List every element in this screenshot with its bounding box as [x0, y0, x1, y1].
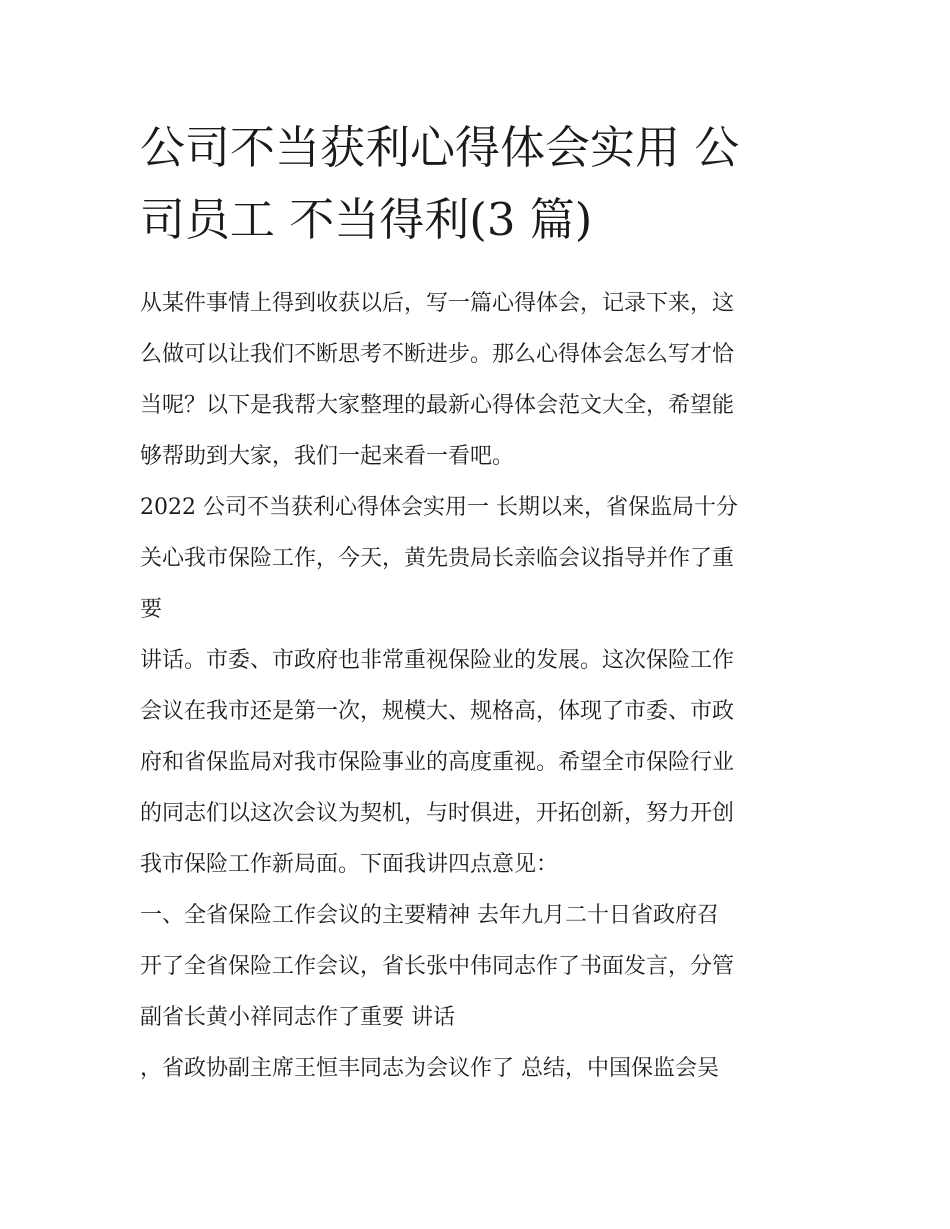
body-line: 开了全省保险工作会议，省长张中伟同志作了书面发言，分管 [140, 954, 735, 979]
body-line: 关心我市保险工作，今天，黄先贵局长亲临会议指导并作了重 [140, 546, 735, 571]
body-line: 么做可以让我们不断思考不断进步。那么心得体会怎么写才恰 [140, 342, 735, 367]
body-line: 讲话。市委、市政府也非常重视保险业的发展。这次保险工作 [140, 648, 735, 673]
body-line: 当呢？以下是我帮大家整理的最新心得体会范文大全，希望能 [140, 393, 735, 418]
body-line: 从某件事情上得到收获以后，写一篇心得体会，记录下来，这 [140, 291, 735, 316]
document-body [140, 278, 830, 1094]
body-line: 副省长黄小祥同志作了重要 讲话 [140, 1005, 455, 1030]
document-title [140, 112, 820, 256]
body-line: 2022 公司不当获利心得体会实用一 长期以来，省保监局十分 [140, 495, 738, 520]
body-line: 一、全省保险工作会议的主要精神 去年九月二十日省政府召 [140, 903, 719, 928]
body-line: 我市保险工作新局面。下面我讲四点意见： [140, 852, 559, 877]
body-line: 要 [140, 597, 163, 622]
title-line-1: 公司不当获利心得体会实用 公 [140, 121, 740, 174]
body-line: 会议在我市还是第一次，规模大、规格高，体现了市委、市政 [140, 699, 735, 724]
body-line: 的同志们以这次会议为契机，与时俱进，开拓创新，努力开创 [140, 801, 735, 826]
body-line: 够帮助到大家，我们一起来看一看吧。 [140, 444, 515, 469]
body-line: 府和省保监局对我市保险事业的高度重视。希望全市保险行业 [140, 750, 735, 775]
title-line-2: 司员工 不当得利(3 篇) [140, 193, 593, 246]
body-line: ，省政协副主席王恒丰同志为会议作了 总结，中国保监会吴 [140, 1056, 719, 1081]
